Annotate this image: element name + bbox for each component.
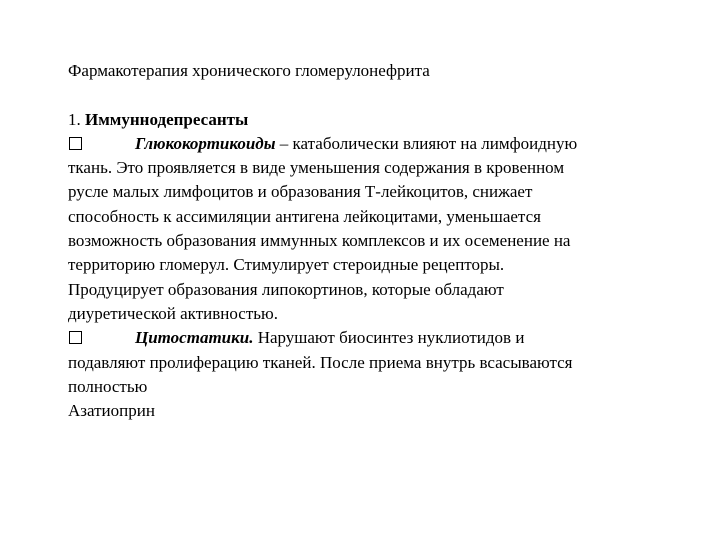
- empty-square-bullet-icon: [69, 331, 82, 344]
- item-text-line: ткань. Это проявляется в виде уменьшения содержания в кровенном: [68, 158, 565, 178]
- empty-square-bullet-icon: [69, 137, 82, 150]
- item-text-line: – катаболически влияют на лимфоидную: [279, 133, 578, 153]
- drug-name: Азатиоприн: [68, 401, 155, 421]
- item-text-line: Продуцирует образования липокортинов, которые обладают: [68, 279, 504, 299]
- item-term: Цитостатики.: [135, 328, 254, 348]
- item-text-line: подавляют пролиферацию тканей. После приема внутрь всасываются: [68, 352, 573, 372]
- item-text-line: диуретической активностью.: [68, 303, 278, 323]
- blank-line: [68, 83, 668, 107]
- list-item-cytostatics: [68, 326, 668, 350]
- item-text-line: территорию гломерул. Стимулирует стероидные рецепторы.: [68, 255, 505, 275]
- section-heading: [68, 108, 668, 132]
- item-text-line: способность к ассимиляции антигена лейкоцитами, уменьшается: [68, 206, 541, 226]
- item-text-line: Нарушают биосинтез нуклиотидов и: [257, 328, 525, 348]
- list-item-glucocorticoids: [68, 132, 668, 156]
- section-heading-text: Иммуннодепресанты: [85, 109, 249, 129]
- item-term: Глюкокортикоиды: [135, 133, 276, 153]
- document-body: [68, 59, 668, 423]
- item-text-line: русле малых лимфоцитов и образования Т-лейкоцитов, снижает: [68, 182, 533, 202]
- item-text-line: возможность образования иммунных комплексов и их осеменение на: [68, 231, 571, 251]
- item-text-line: полностью: [68, 376, 148, 396]
- section-number: 1.: [68, 109, 81, 129]
- page-title: Фармакотерапия хронического гломерулонефрита: [68, 61, 430, 80]
